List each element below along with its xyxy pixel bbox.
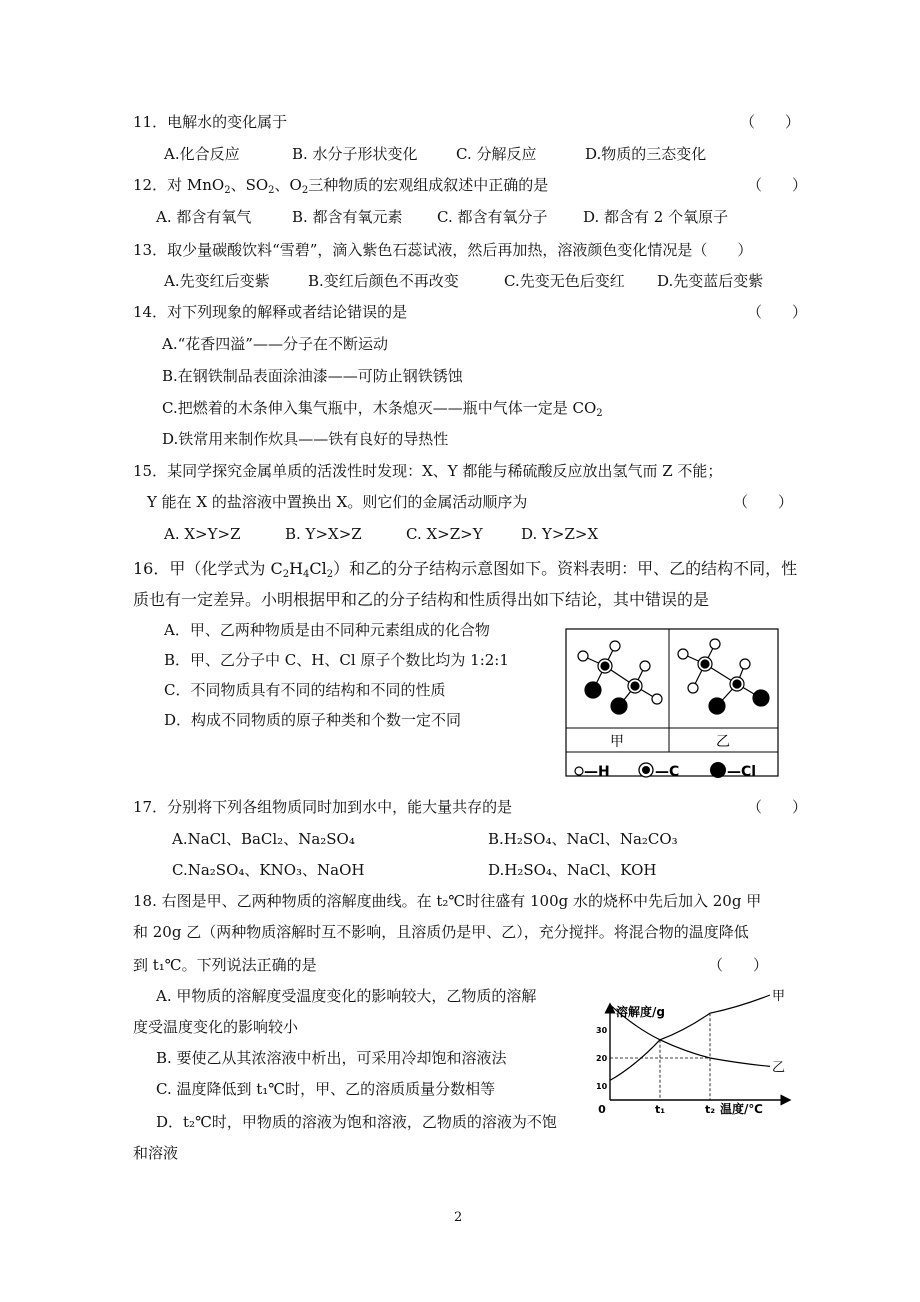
x-axis-label: 温度/℃ [720,1102,763,1116]
q15-answer-blank: （ ） [733,493,794,511]
page-number: 2 [454,1210,463,1225]
q17-option-c: C.Na₂SO₄、KNO₃、NaOH [172,861,365,879]
series-yi-label: 乙 [772,1060,786,1076]
q18-stem-line3: 到 t₁℃。下列说法正确的是 [133,956,317,974]
q14-option-b: B.在钢铁制品表面涂油漆——可防止钢铁锈蚀 [162,367,463,385]
q17-answer-blank: （ ） [747,798,808,816]
q12-answer-blank: （ ） [747,176,808,194]
q15-stem-line2: Y 能在 X 的盐溶液中置换出 X。则它们的金属活动顺序为 [147,493,528,511]
q12-stem: 12．对 MnO$_2$、$SO_2$、$O_2$三种物质的宏观组成叙述中正确的是 [133,176,549,196]
q11-option-b: B. 水分子形状变化 [292,145,418,163]
q18-option-d-line1: D．t₂℃时，甲物质的溶液为饱和溶液，乙物质的溶液为不饱 [156,1113,557,1131]
key-hydrogen-label: —H [584,764,610,780]
q18-stem-line1: 18. 右图是甲、乙两种物质的溶解度曲线。在 t₂℃时往盛有 100g 水的烧杯中先后加入 20g 甲 [133,892,762,910]
q18-option-d-line2: 和溶液 [133,1144,179,1162]
q16-option-d: D．构成不同物质的原子种类和个数一定不同 [164,711,462,729]
q15-stem-line1: 15．某同学探究金属单质的活泼性时发现：X、Y 都能与稀硫酸反应放出氢气而 Z 不能； [133,462,723,480]
figure-label-yi: 乙 [716,734,730,750]
q16-stem-line2: 质也有一定差异。小明根据甲和乙的分子结构和性质得出如下结论，其中错误的是 [133,590,710,609]
q15-option-c: C. X>Z>Y [406,525,483,543]
q14-answer-blank: （ ） [747,303,808,321]
q16-option-b: B．甲、乙分子中 C、H、Cl 原子个数比均为 1:2:1 [164,651,509,669]
q14-option-c: C.把燃着的木条伸入集气瓶中，木条熄灭——瓶中气体一定是 $CO_2$ [162,399,603,419]
q16-option-a: A．甲、乙两种物质是由不同种元素组成的化合物 [164,621,490,639]
q15-option-a: A. X>Y>Z [164,525,241,543]
q18-option-c: C. 温度降低到 t₁℃时，甲、乙的溶质质量分数相等 [156,1080,496,1098]
series-jia-label: 甲 [772,989,786,1004]
q18-answer-blank: （ ） [708,956,769,974]
q17-option-d: D.H₂SO₄、NaCl、KOH [488,861,657,879]
hydrogen-atom-icon [575,767,583,775]
q11-stem: 11．电解水的变化属于 [133,113,288,131]
q13-option-c: C.先变无色后变红 [504,272,625,290]
q18-stem-line2: 和 20g 乙（两种物质溶解时互不影响，且溶质仍是甲、乙），充分搅拌。将混合物的温度降低 [133,923,749,941]
q13-option-a: A.先变红后变紫 [164,272,270,290]
y-tick-label: 10 [596,1082,608,1091]
key-carbon-label: —C [655,764,680,780]
q17-stem: 17．分别将下列各组物质同时加到水中，能大量共存的是 [133,798,513,816]
chlorine-atom-icon [710,762,726,778]
q12-option-a: A. 都含有氧气 [156,208,252,226]
q15-option-b: B. Y>X>Z [285,525,362,543]
q12-option-c: C. 都含有氧分子 [437,208,548,226]
y-axis-label: 溶解度/g [616,1005,665,1019]
q15-option-d: D. Y>Z>X [521,525,599,543]
q16-option-c: C．不同物质具有不同的结构和不同的性质 [164,681,446,699]
q18-option-b: B. 要使乙从其浓溶液中析出，可采用冷却饱和溶液法 [156,1049,507,1067]
molecule-jia [578,641,662,714]
q17-option-b: B.H₂SO₄、NaCl、Na₂CO₃ [488,830,678,848]
q11-answer-blank: （ ） [740,113,801,131]
q18-option-a-line1: A. 甲物质的溶解度受温度变化的影响较大，乙物质的溶解 [156,987,537,1005]
x-tick-t1: t₁ [654,1103,666,1116]
q12-option-d: D. 都含有 2 个氧原子 [583,208,729,226]
molecule-structure-figure [565,628,780,778]
q13-option-b: B.变红后颜色不再改变 [308,272,459,290]
q13-stem: 13．取少量碳酸饮料“雪碧”，滴入紫色石蕊试液，然后再加热，溶液颜色变化情况是（ ） [133,241,753,259]
q16-stem-line1: 16．甲（化学式为 $C_2H_4Cl_2$）和乙的分子结构示意图如下。资料表明：甲、乙的结构不同，性 [133,559,798,580]
solubility-curve-chart [592,989,792,1120]
x-tick-0: 0 [598,1103,606,1116]
molecule-yi [678,639,769,714]
q18-option-a-line2: 度受温度变化的影响较小 [133,1018,299,1036]
y-tick-label: 20 [596,1054,608,1063]
y-tick-label: 30 [596,1026,608,1035]
q14-option-d: D.铁常用来制作炊具——铁有良好的导热性 [162,430,449,448]
key-chlorine-label: —Cl [727,764,757,780]
q11-option-a: A.化合反应 [164,145,240,163]
q14-option-a: A.“花香四溢”——分子在不断运动 [162,335,388,353]
figure-label-jia: 甲 [610,734,624,750]
q17-option-a: A.NaCl、BaCl₂、Na₂SO₄ [172,830,355,848]
q14-stem: 14．对下列现象的解释或者结论错误的是 [133,303,408,321]
q11-option-c: C. 分解反应 [456,145,537,163]
q13-option-d: D.先变蓝后变紫 [657,272,764,290]
x-tick-t2: t₂ [704,1103,716,1116]
q11-option-d: D.物质的三态变化 [585,145,707,163]
q12-option-b: B. 都含有氧元素 [292,208,403,226]
